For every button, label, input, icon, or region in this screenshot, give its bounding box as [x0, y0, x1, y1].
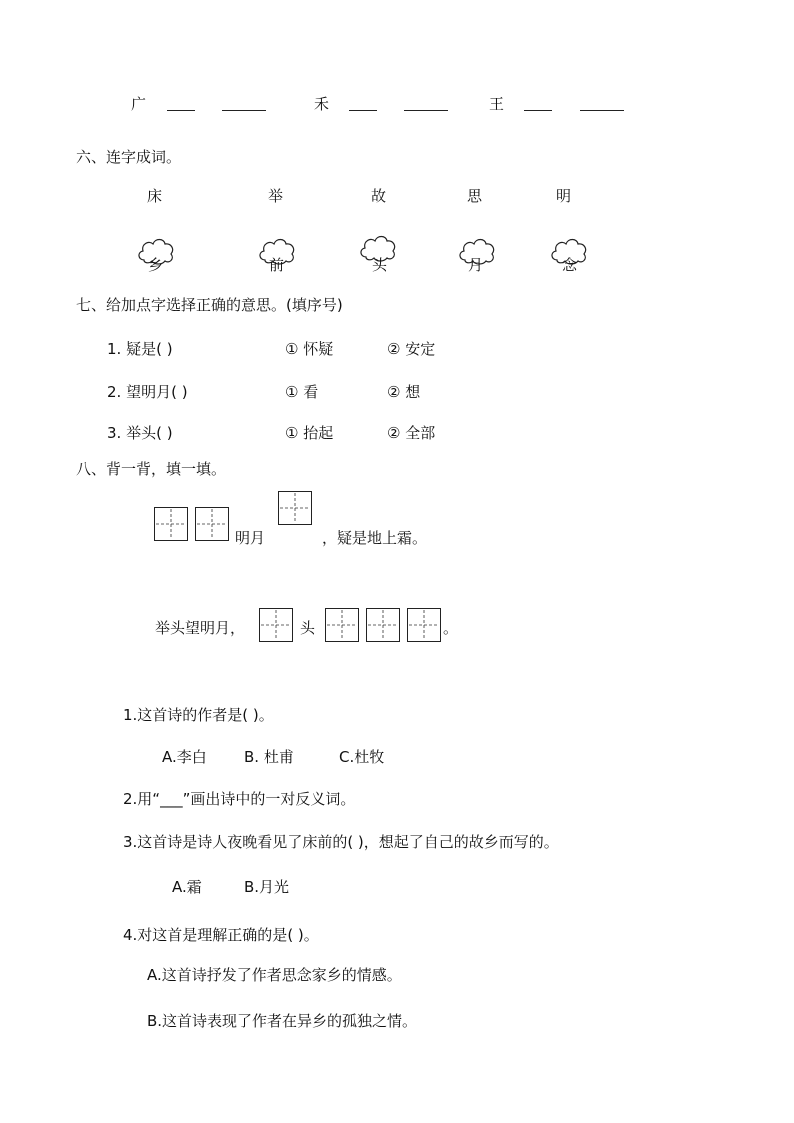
answer-blank-short[interactable]: [349, 110, 377, 111]
word-char-top: 床: [147, 187, 163, 205]
word-char-top: 明: [556, 187, 572, 205]
choice-option: C.杜牧: [339, 748, 385, 766]
meaning-option: ① 看: [285, 383, 319, 401]
choice-option: A.李白: [162, 748, 207, 766]
question-3: 3.这首诗是诗人夜晚看见了床前的( )，想起了自己的故乡而写的。: [123, 833, 559, 851]
choice-option: A.霜: [172, 878, 202, 896]
question-2: 2.用“___”画出诗中的一对反义词。: [123, 790, 356, 808]
answer-blank-long[interactable]: [404, 110, 448, 111]
word-char-bottom: 前: [269, 256, 285, 274]
word-char-top: 故: [371, 187, 387, 205]
word-char-top: 思: [467, 187, 483, 205]
meaning-option: ② 安定: [387, 340, 436, 358]
radical-char: 王: [489, 95, 505, 113]
choice-option: A.这首诗抒发了作者思念家乡的情感。: [147, 966, 402, 984]
poem-text: 。: [443, 619, 459, 637]
meaning-option: ② 全部: [387, 424, 436, 442]
meaning-question: 1. 疑是( ): [107, 340, 173, 358]
meaning-option: ① 抬起: [285, 424, 334, 442]
answer-blank-short[interactable]: [524, 110, 552, 111]
word-char-bottom: 头: [372, 256, 388, 274]
answer-blank-long[interactable]: [222, 110, 266, 111]
tianzige-box[interactable]: [407, 608, 441, 642]
tianzige-box[interactable]: [259, 608, 293, 642]
answer-blank-short[interactable]: [167, 110, 195, 111]
word-char-bottom: 月: [468, 256, 484, 274]
radical-char: 广: [131, 95, 147, 113]
choice-option: B. 杜甫: [244, 748, 294, 766]
poem-text: ，疑是地上霜。: [322, 529, 428, 547]
question-4: 4.对这首是理解正确的是( )。: [123, 926, 319, 944]
answer-blank-long[interactable]: [580, 110, 624, 111]
tianzige-box[interactable]: [366, 608, 400, 642]
radical-char: 禾: [314, 95, 330, 113]
question-1: 1.这首诗的作者是( )。: [123, 706, 274, 724]
meaning-option: ① 怀疑: [285, 340, 334, 358]
meaning-option: ② 想: [387, 383, 421, 401]
tianzige-box[interactable]: [154, 507, 188, 541]
meaning-question: 3. 举头( ): [107, 424, 173, 442]
choice-option: B.这首诗表现了作者在异乡的孤独之情。: [147, 1012, 418, 1030]
poem-text: 头: [300, 619, 316, 637]
section-8-title: 八、背一背，填一填。: [76, 460, 227, 478]
meaning-question: 2. 望明月( ): [107, 383, 188, 401]
poem-text: 举头望明月，: [155, 619, 246, 637]
poem-text: 明月: [235, 529, 266, 547]
choice-option: B.月光: [244, 878, 290, 896]
section-7-title: 七、给加点字选择正确的意思。(填序号): [76, 296, 343, 314]
word-char-bottom: 念: [562, 256, 578, 274]
section-6-title: 六、连字成词。: [76, 148, 182, 166]
word-char-top: 举: [268, 187, 284, 205]
tianzige-box[interactable]: [195, 507, 229, 541]
tianzige-box[interactable]: [278, 491, 312, 525]
tianzige-box[interactable]: [325, 608, 359, 642]
word-char-bottom: 乡: [148, 256, 164, 274]
